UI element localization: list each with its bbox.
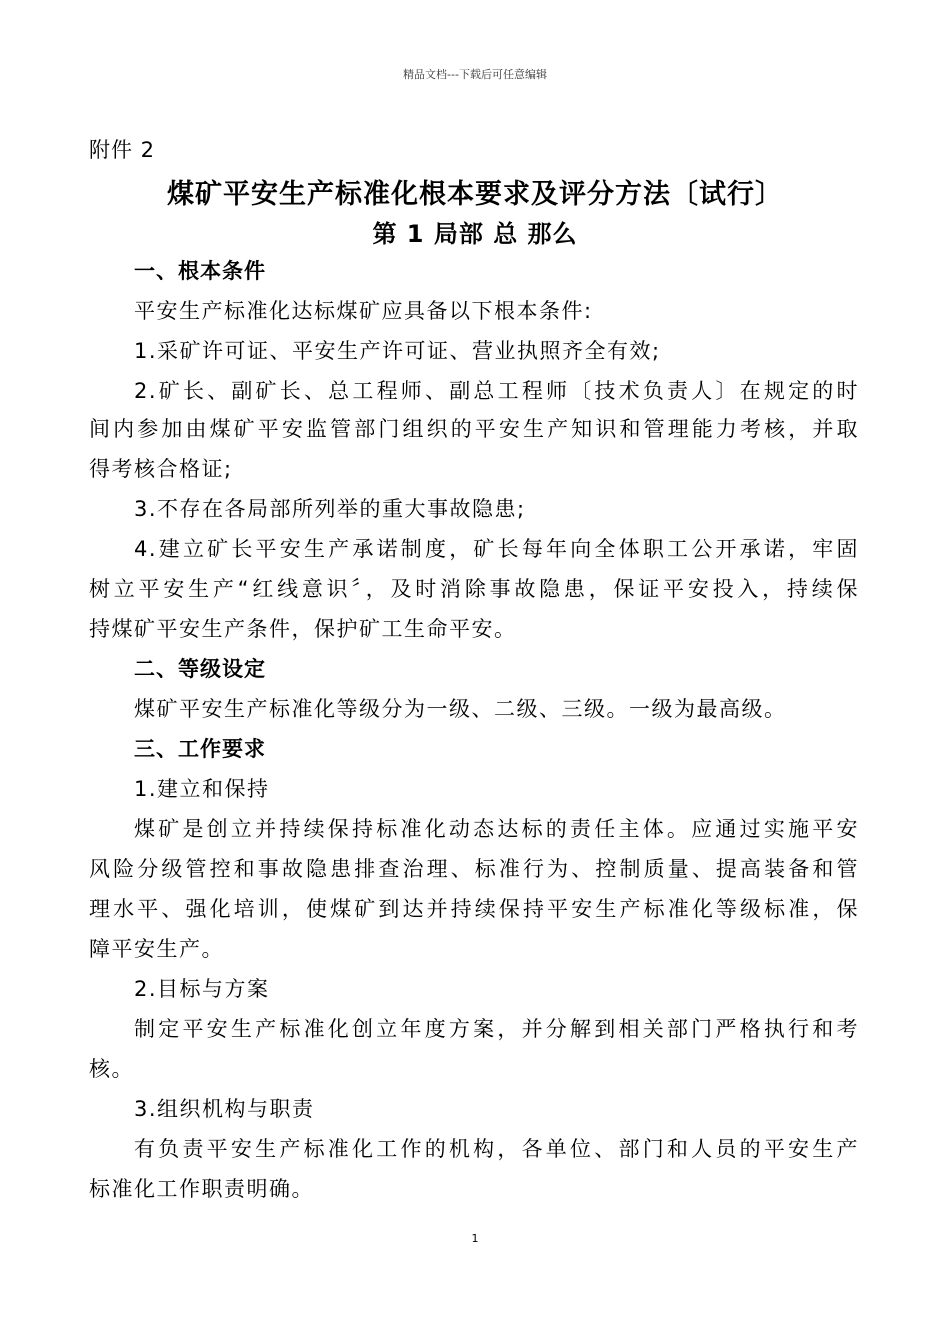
body-line: 间内参加由煤矿平安监管部门组织的平安生产知识和管理能力考核，并取 [89,417,859,441]
body-line: 障平安生产。 [89,937,224,961]
body-line: 制定平安生产标准化创立年度方案，并分解到相关部门严格执行和考 [134,1017,859,1041]
body-line: 持煤矿平安生产条件，保护矿工生命平安。 [89,617,517,641]
body-line: 得考核合格证; [89,457,233,481]
body-line: 树立平安生产“红线意识〞，及时消除事故隐患，保证平安投入，持续保 [89,577,859,601]
list-item: 2.矿长、副矿长、总工程师、副总工程师〔技术负责人〕在规定的时 [134,379,859,403]
attachment-label: 附件 2 [89,138,156,162]
subsection-heading: 1.建立和保持 [134,777,270,801]
subsection-heading: 3.组织机构与职责 [134,1097,315,1121]
body-line: 平安生产标准化达标煤矿应具备以下根本条件: [134,299,593,323]
body-line: 理水平、强化培训，使煤矿到达并持续保持平安生产标准化等级标准，保 [89,897,859,921]
body-line: 核。 [89,1057,134,1081]
page-number: 1 [471,1232,479,1245]
body-line: 有负责平安生产标准化工作的机构，各单位、部门和人员的平安生产 [134,1137,859,1161]
section-heading-work-requirements: 三、工作要求 [134,737,266,761]
list-item: 3.不存在各局部所列举的重大事故隐患; [134,497,526,521]
body-line: 煤矿是创立并持续保持标准化动态达标的责任主体。应通过实施平安 [134,817,859,841]
section-subtitle: 第 1 局部 总 那么 [372,220,578,248]
page-header: 精品文档---下载后可任意编辑 [403,68,547,81]
subsection-heading: 2.目标与方案 [134,977,270,1001]
section-heading-grade-setting: 二、等级设定 [134,657,266,681]
section-heading-basic-conditions: 一、根本条件 [134,259,266,283]
list-item: 1.采矿许可证、平安生产许可证、营业执照齐全有效; [134,339,661,363]
body-line: 风险分级管控和事故隐患排查治理、标准行为、控制质量、提高装备和管 [89,857,859,881]
body-line: 煤矿平安生产标准化等级分为一级、二级、三级。一级为最高级。 [134,697,787,721]
list-item: 4.建立矿长平安生产承诺制度，矿长每年向全体职工公开承诺，牢固 [134,537,859,561]
document-title: 煤矿平安生产标准化根本要求及评分方法〔试行〕 [167,179,783,210]
body-line: 标准化工作职责明确。 [89,1177,314,1201]
